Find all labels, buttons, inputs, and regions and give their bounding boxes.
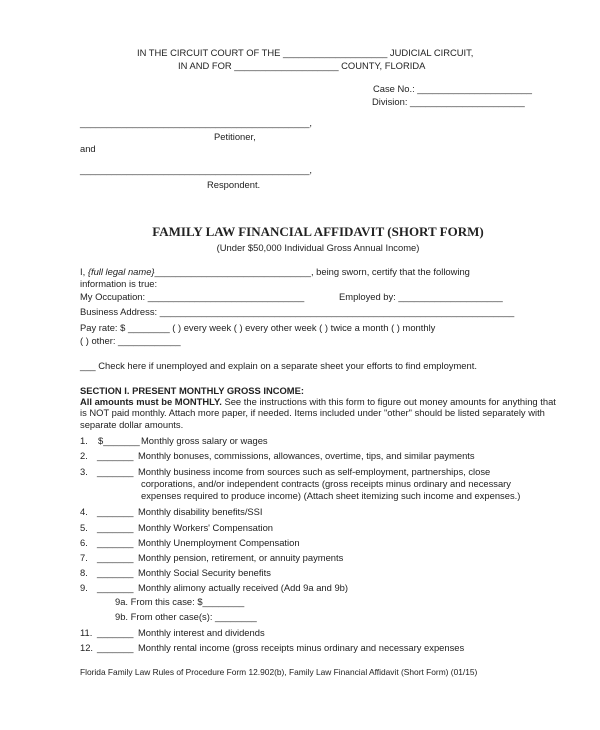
item-number: 2.: [80, 450, 88, 461]
item-label: Monthly business income from sources such as self-employment, partnerships, close: [138, 466, 491, 477]
form-subtitle: (Under $50,000 Individual Gross Annual Income): [216, 242, 420, 253]
item-label: Monthly Social Security benefits: [138, 567, 271, 578]
respondent-name-field[interactable]: ____________________________________________,: [80, 164, 313, 175]
instructions-bold: All amounts must be MONTHLY.: [80, 396, 222, 407]
amount-field[interactable]: _______: [97, 522, 134, 533]
item-label: Monthly interest and dividends: [138, 627, 265, 638]
affiant-line: [80, 266, 470, 277]
division-field[interactable]: Division: ______________________: [372, 96, 525, 107]
item-label: Monthly alimony actually received (Add 9a and 9b): [138, 582, 349, 593]
form-title: FAMILY LAW FINANCIAL AFFIDAVIT (SHORT FORM): [152, 224, 484, 239]
section-heading: SECTION I. PRESENT MONTHLY GROSS INCOME:: [80, 385, 304, 396]
item-number: 12.: [80, 642, 94, 653]
item-number: 4.: [80, 506, 88, 517]
business-address-field[interactable]: Business Address: ____________________________________________________________________: [80, 306, 515, 317]
information-true-text: information is true:: [80, 278, 158, 289]
item-label: Monthly Unemployment Compensation: [138, 537, 300, 548]
court-line: IN THE CIRCUIT COURT OF THE ____________________ JUDICIAL CIRCUIT,: [137, 47, 474, 58]
amount-field[interactable]: _______: [97, 466, 134, 477]
full-name-field[interactable]: ______________________________, being sworn, certify that the following: [154, 266, 470, 277]
respondent-label: Respondent.: [207, 179, 261, 190]
item-number: 9.: [80, 582, 88, 593]
amount-field[interactable]: _______: [97, 582, 134, 593]
item-label: Monthly Workers' Compensation: [138, 522, 274, 533]
petitioner-name-field[interactable]: ____________________________________________,: [80, 117, 313, 128]
pay-rate-other[interactable]: ( ) other: ____________: [80, 335, 181, 346]
occupation-field[interactable]: My Occupation: ______________________________: [80, 291, 305, 302]
instructions-text: See the instructions with this form to figure out money amounts for anything that is NOT paid monthly. Attach more paper, if needed. Items included under "other" should be listed separately with separate dollar amounts.: [80, 396, 556, 430]
item-9a-field[interactable]: 9a. From this case: $________: [115, 596, 245, 607]
amount-field[interactable]: $_______: [98, 435, 140, 446]
item-label: Monthly rental income (gross receipts minus ordinary and necessary expenses: [138, 642, 465, 653]
amount-field[interactable]: _______: [97, 537, 134, 548]
item-label: Monthly disability benefits/SSI: [138, 506, 263, 517]
section-instructions: [80, 396, 562, 430]
item-number: 1.: [80, 435, 88, 446]
amount-field[interactable]: _______: [97, 627, 134, 638]
case-number-field[interactable]: Case No.: ______________________: [373, 83, 532, 94]
full-name-hint: {full legal name}: [87, 266, 155, 277]
item-number: 3.: [80, 466, 88, 477]
amount-field[interactable]: _______: [97, 642, 134, 653]
item-number: 11.: [80, 627, 93, 638]
item-number: 5.: [80, 522, 88, 533]
unemployed-checkbox-line[interactable]: ___ Check here if unemployed and explain on a separate sheet your efforts to find employment.: [80, 360, 477, 371]
affiant-prefix: I,: [80, 266, 86, 277]
amount-field[interactable]: _______: [97, 567, 134, 578]
amount-field[interactable]: _______: [97, 552, 134, 563]
form-footer: Florida Family Law Rules of Procedure Form 12.902(b), Family Law Financial Affidavit (Short Form) (01/15): [80, 667, 478, 677]
item-number: 6.: [80, 537, 88, 548]
item-9b-field[interactable]: 9b. From other case(s): ________: [115, 611, 257, 622]
employer-field[interactable]: Employed by: ____________________: [339, 291, 503, 302]
amount-field[interactable]: _______: [97, 450, 134, 461]
item-number: 8.: [80, 567, 88, 578]
item-number: 7.: [80, 552, 88, 563]
item-label: Monthly bonuses, commissions, allowances, overtime, tips, and similar payments: [138, 450, 475, 461]
and-text: and: [80, 143, 96, 154]
amount-field[interactable]: _______: [97, 506, 134, 517]
county-line: IN AND FOR ____________________ COUNTY, FLORIDA: [178, 60, 426, 71]
pay-rate-line[interactable]: Pay rate: $ ________ ( ) every week ( ) every other week ( ) twice a month ( ) monthly: [80, 322, 436, 333]
item-label: Monthly pension, retirement, or annuity payments: [138, 552, 344, 563]
item-label: Monthly gross salary or wages: [141, 435, 268, 446]
item-label-continued: corporations, and/or independent contracts (gross receipts minus ordinary and necessary: [141, 478, 511, 489]
petitioner-label: Petitioner,: [214, 131, 256, 142]
item-label-continued: expenses required to produce income) (Attach sheet itemizing such income and expenses.): [141, 490, 521, 501]
